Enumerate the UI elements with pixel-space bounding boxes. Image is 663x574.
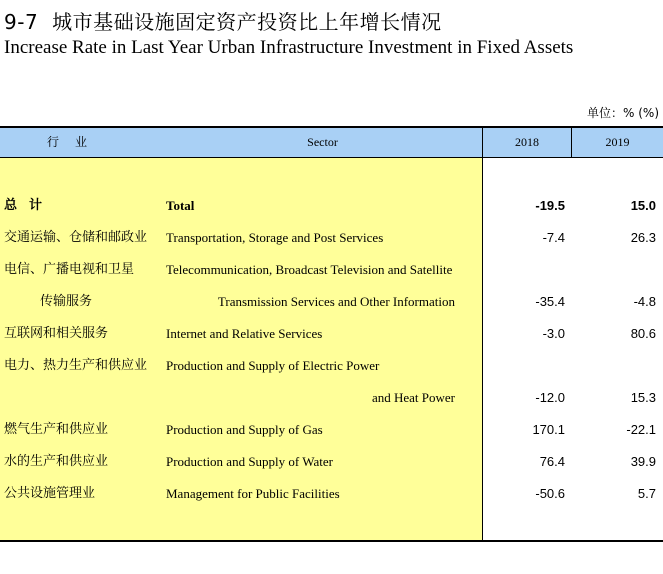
value-2019: 15.0 (630, 198, 656, 213)
table-number: 9-7 (4, 10, 39, 34)
page-title-cn (4, 6, 442, 35)
row-label-en: Transportation, Storage and Post Services (166, 230, 384, 245)
table-row (0, 350, 663, 382)
row-label-en: Production and Supply of Gas (166, 422, 323, 437)
value-2018: 170.1 (532, 422, 565, 437)
value-2019: 26.3 (630, 230, 656, 245)
value-2018: -12.0 (535, 390, 565, 405)
row-label-cn: 公共设施管理业 (4, 486, 96, 501)
value-2018: -35.4 (535, 294, 565, 309)
row-label-cn: 电信、广播电视和卫星 (4, 262, 135, 277)
table-row (0, 286, 663, 318)
row-label-en-continued: Transmission Services and Other Information (217, 294, 455, 309)
value-2018: -50.6 (535, 486, 565, 501)
header-sector: Sector (307, 135, 338, 149)
value-2019: -4.8 (633, 294, 656, 309)
value-2019: 80.6 (630, 326, 656, 341)
row-label-cn: 交通运输、仓储和邮政业 (4, 230, 148, 245)
row-label-en-continued: and Heat Power (371, 390, 455, 405)
table-row (0, 222, 663, 254)
row-label-cn: 燃气生产和供应业 (4, 422, 109, 437)
table-row-total (0, 190, 663, 222)
row-label-en: Telecommunication, Broadcast Television and Satellite (166, 262, 453, 277)
value-2018: -7.4 (542, 230, 565, 245)
row-label-en: Internet and Relative Services (166, 326, 323, 341)
table-bottom-rule (0, 540, 663, 542)
row-label-cn: 水的生产和供应业 (4, 454, 109, 469)
header-2019: 2019 (605, 135, 630, 149)
row-label-cn: 电力、热力生产和供应业 (4, 358, 148, 373)
data-table (0, 126, 663, 542)
value-2018: -3.0 (542, 326, 565, 341)
row-label-cn: 互联网和相关服务 (4, 326, 109, 341)
row-label-en: Total (166, 198, 195, 213)
table-row (0, 414, 663, 446)
header-industry: 行业 (46, 135, 103, 149)
row-label-cn-continued: 传输服务 (40, 294, 93, 309)
table-row (0, 318, 663, 350)
value-2018: -19.5 (535, 198, 565, 213)
table-row (0, 382, 663, 414)
title-cn-text: 城市基础设施固定资产投资比上年增长情况 (52, 10, 442, 34)
table-row (0, 446, 663, 478)
row-label-en: Production and Supply of Electric Power (166, 358, 380, 373)
header-2018: 2018 (515, 135, 539, 149)
table-row (0, 478, 663, 510)
value-2019: 15.3 (630, 390, 656, 405)
value-2019: 39.9 (630, 454, 656, 469)
value-2018: 76.4 (539, 454, 565, 469)
table-row (0, 254, 663, 286)
value-2019: -22.1 (626, 422, 656, 437)
unit-label: 单位：% (%) (587, 106, 659, 120)
page-title-en: Increase Rate in Last Year Urban Infrastructure Investment in Fixed Assets (4, 37, 574, 58)
value-2019: 5.7 (637, 486, 656, 501)
row-label-cn: 总计 (4, 198, 55, 213)
row-label-en: Production and Supply of Water (166, 454, 333, 469)
row-label-en: Management for Public Facilities (166, 486, 340, 501)
